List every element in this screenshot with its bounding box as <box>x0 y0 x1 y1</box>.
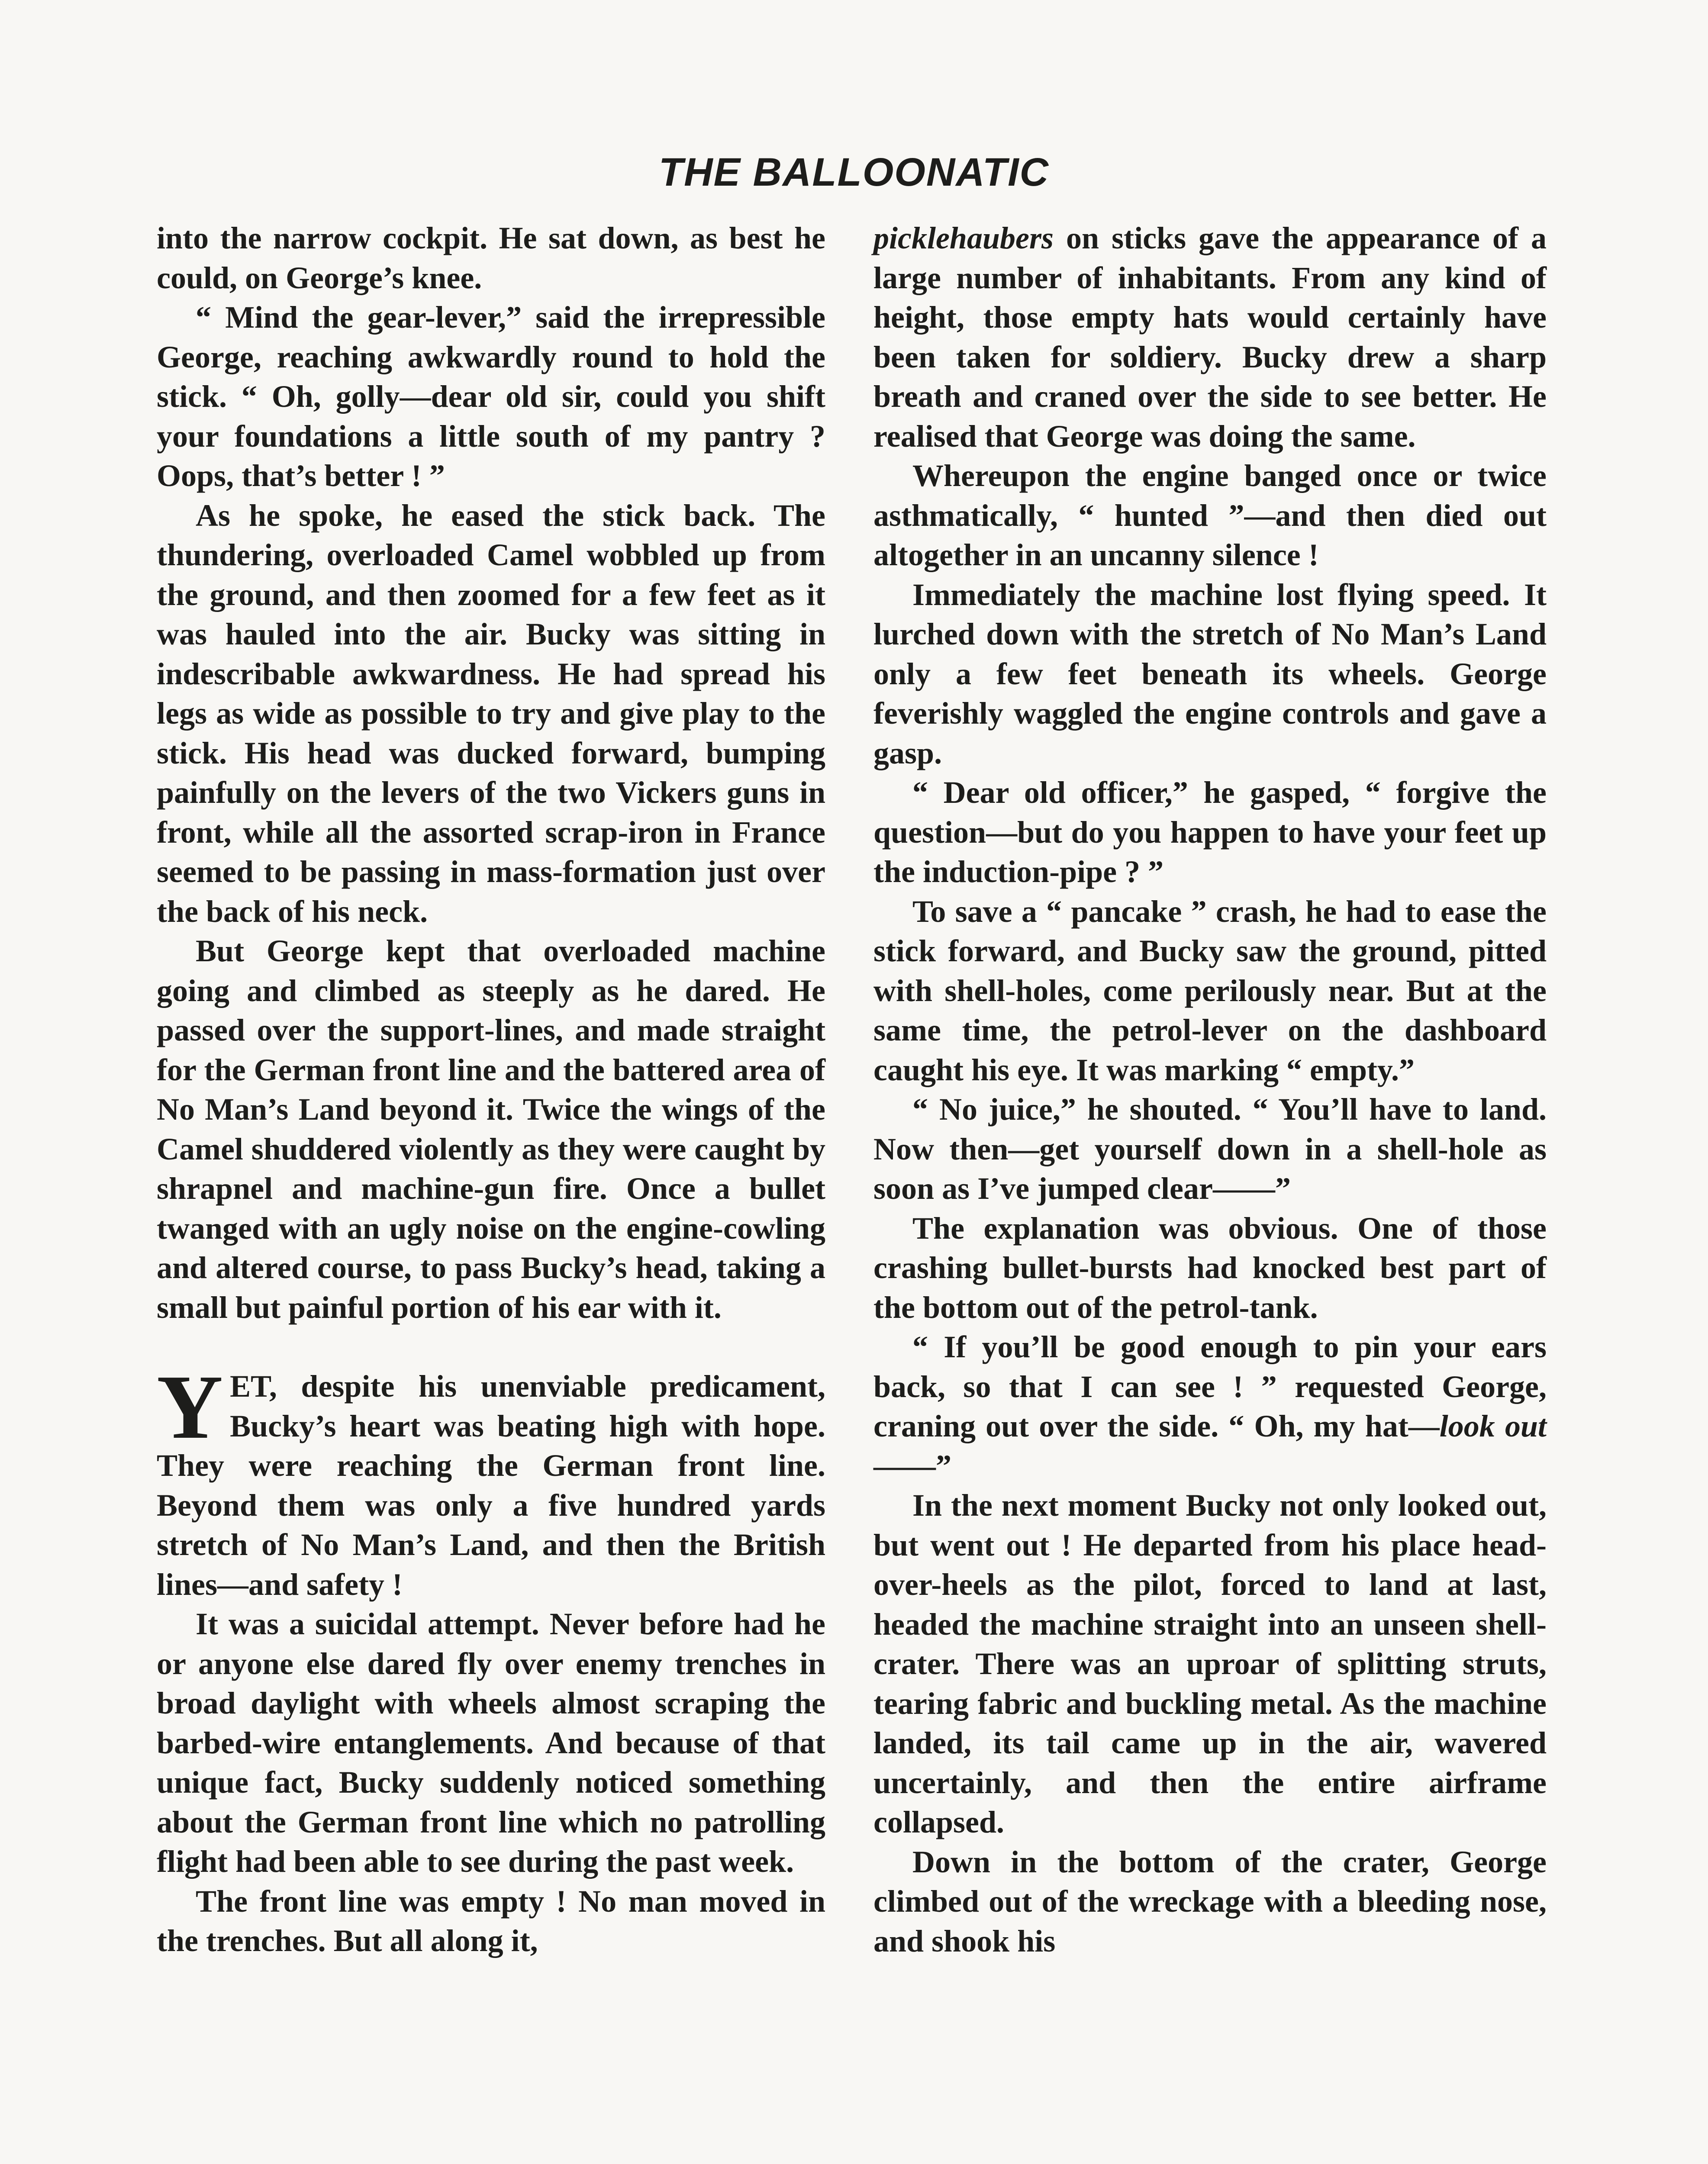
paragraph-text: “ If you’ll be good enough to pin your ears back, so that I can see ! ” requested George, craning out over the side. “ Oh, my hat— <box>873 1330 1547 1443</box>
page-title: THE BALLOONATIC <box>658 150 1050 194</box>
paragraph: Whereupon the engine banged once or twice asthmatically, “ hunted ”—and then died out altogether in an uncanny silence ! <box>873 458 1547 572</box>
right-column <box>873 219 1547 1961</box>
paragraph <box>873 1327 1547 1486</box>
paragraph: The front line was empty ! No man moved in the trenches. But all along it, <box>157 1884 825 1958</box>
section-paragraph <box>157 1356 825 1604</box>
paragraph: But George kept that overloaded machine going and climbed as steeply as he dared. He passed over the support-lines, and made straight for the German front line and the battered area of No Man’s Land beyond it. Twice the wings of the Camel shuddered violently as they were caught by shrapnel and machine-gun fire. Once a bullet twanged with an ugly noise on the engine-cowling and altered course, to pass Bucky’s head, taking a small but painful portion of his ear with it. <box>157 934 825 1325</box>
paragraph: “ Dear old officer,” he gasped, “ forgive the question—but do you happen to have your feet up the induction-pipe ? ” <box>873 775 1547 889</box>
paragraph <box>873 219 1547 456</box>
italic-phrase: look out <box>1439 1409 1547 1443</box>
italic-word: picklehaubers <box>873 221 1054 255</box>
paragraph-text: ——” <box>873 1448 951 1483</box>
paragraph: Down in the bottom of the crater, George climbed out of the wreckage with a bleeding nose, and shook his <box>873 1844 1547 1958</box>
paragraph: As he spoke, he eased the stick back. The thundering, overloaded Camel wobbled up from the ground, and then zoomed for a few feet as it was hauled into the air. Bucky was sitting in indescribable awkwardness. He had spread his legs as wide as possible to try and give play to the stick. His head was ducked forward, bumping painfully on the levers of the two Vickers guns in front, while all the assorted scrap-iron in France seemed to be passing in mass-formation just over the back of his neck. <box>157 498 825 929</box>
paragraph: into the narrow cockpit. He sat down, as best he could, on George’s knee. <box>157 221 825 295</box>
paragraph: To save a “ pancake ” crash, he had to ease the stick forward, and Bucky saw the ground, pitted with shell-holes, come perilously near. But at the same time, the petrol-lever on the dashboard caught his eye. It was marking “ empty.” <box>873 894 1547 1087</box>
paragraph: The explanation was obvious. One of those crashing bullet-bursts had knocked best part of the bottom out of the petrol-tank. <box>873 1211 1547 1325</box>
drop-cap: Y <box>157 1356 223 1458</box>
paragraph: It was a suicidal attempt. Never before had he or anyone else dared fly over enemy trenches in broad daylight with wheels almost scraping the barbed-wire entanglements. And because of that unique fact, Bucky suddenly noticed something about the German front line which no patrolling flight had been able to see during the past week. <box>157 1607 825 1879</box>
paragraph: Immediately the machine lost flying speed. It lurched down with the stretch of No Man’s Land only a few feet beneath its wheels. George feverishly waggled the engine controls and gave a gasp. <box>873 577 1547 770</box>
paragraph-text: ET, despite his unenviable predicament, Bucky’s heart was beating high with hope. They were reaching the German front line. Beyond them was only a five hundred yards stretch of No Man’s Land, and then the British lines—and safety ! <box>157 1369 825 1602</box>
paragraph-text: on sticks gave the appearance of a large number of inhabitants. From any kind of height, those empty hats would certainly have been taken for soldiery. Bucky drew a sharp breath and craned over the side to see better. He realised that George was doing the same. <box>873 221 1547 454</box>
paragraph: In the next moment Bucky not only looked out, but went out ! He departed from his place head-over-heels as the pilot, forced to land at last, headed the machine straight into an unseen shell-crater. There was an uproar of splitting struts, tearing fabric and buckling metal. As the machine landed, its tail came up in the air, wavered uncertainly, and then the entire airframe collapsed. <box>873 1488 1547 1839</box>
paragraph: “ No juice,” he shouted. “ You’ll have to land. Now then—get yourself down in a shell-hole as soon as I’ve jumped clear——” <box>873 1092 1547 1206</box>
left-column <box>157 219 825 1961</box>
paragraph: “ Mind the gear-lever,” said the irrepressible George, reaching awkwardly round to hold the stick. “ Oh, golly—dear old sir, could you shift your foundations a little south of my pantry ? Oops, that’s better ! ” <box>157 300 825 493</box>
